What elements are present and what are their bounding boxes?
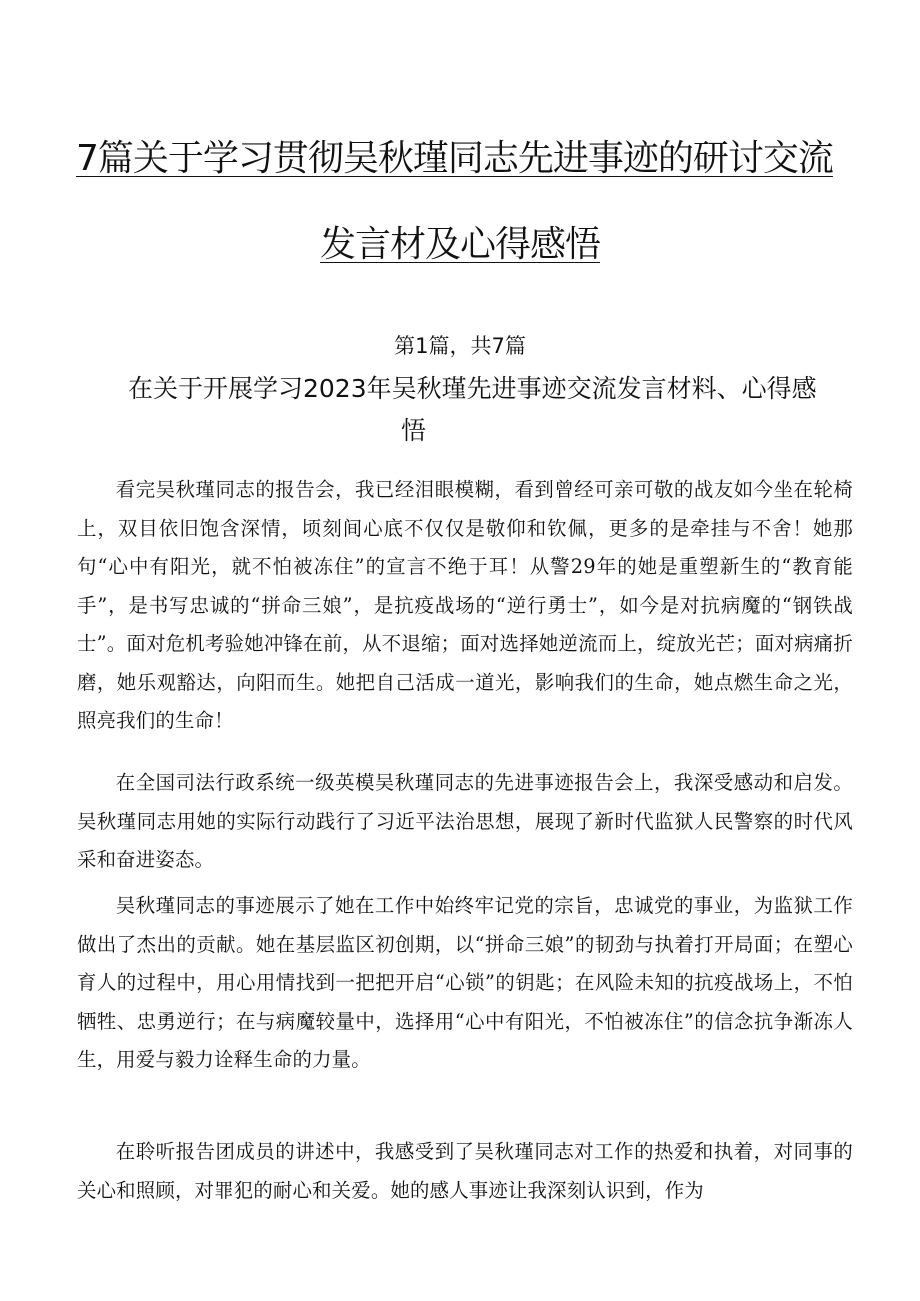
document-title-line-2: 发言材及心得感悟 bbox=[319, 224, 600, 265]
body-paragraph: 看完吴秋瑾同志的报告会，我已经泪眼模糊，看到曾经可亲可敬的战友如今坐在轮椅上，双目依旧饱含深情，顷刻间心底不仅仅是敬仰和钦佩，更多的是牵挂与不舍！她那句“心中有阳光，就不怕被冻住”的宣言不绝于耳！从警29年的她是重塑新生的“教育能手”，是书写忠诚的“拼命三娘”，是抗疫战场的“逆行勇士”，如今是对抗病魔的“钢铁战士”。面对危机考验她冲锋在前，从不退缩；面对选择她逆流而上，绽放光芒；面对病痛折磨，她乐观豁达，向阳而生。她把自己活成一道光，影响我们的生命，她点燃生命之光，照亮我们的生命！ bbox=[77, 478, 853, 733]
section-heading bbox=[128, 368, 868, 452]
document-title-line-1: 7篇关于学习贯彻吴秋瑾同志先进事迹的研讨交流 bbox=[76, 138, 833, 179]
part-indicator: 第1篇，共7篇 bbox=[394, 334, 526, 358]
body-paragraph: 在全国司法行政系统一级英模吴秋瑾同志的先进事迹报告会上，我深受感动和启发。吴秋瑾同志用她的实际行动践行了习近平法治思想，展现了新时代监狱人民警察的时代风采和奋进姿态。 bbox=[77, 771, 853, 872]
body-paragraph: 在聆听报告团成员的讲述中，我感受到了吴秋瑾同志对工作的热爱和执着，对同事的关心和照顾，对罪犯的耐心和关爱。她的感人事迹让我深刻认识到，作为 bbox=[77, 1140, 853, 1202]
section-heading-line-2: 悟 bbox=[401, 416, 427, 445]
body-paragraph: 吴秋瑾同志的事迹展示了她在工作中始终牢记党的宗旨，忠诚党的事业，为监狱工作做出了杰出的贡献。她在基层监区初创期，以“拼命三娘”的韧劲与执着打开局面；在塑心育人的过程中，用心用情找到一把把开启“心锁”的钥匙；在风险未知的抗疫战场上，不怕牺牲、忠勇逆行；在与病魔较量中，选择用“心中有阳光，不怕被冻住”的信念抗争渐冻人生，用爱与毅力诠释生命的力量。 bbox=[77, 894, 853, 1072]
section-heading-line-1: 在关于开展学习2023年吴秋瑾先进事迹交流发言材料、心得感 bbox=[128, 374, 817, 403]
